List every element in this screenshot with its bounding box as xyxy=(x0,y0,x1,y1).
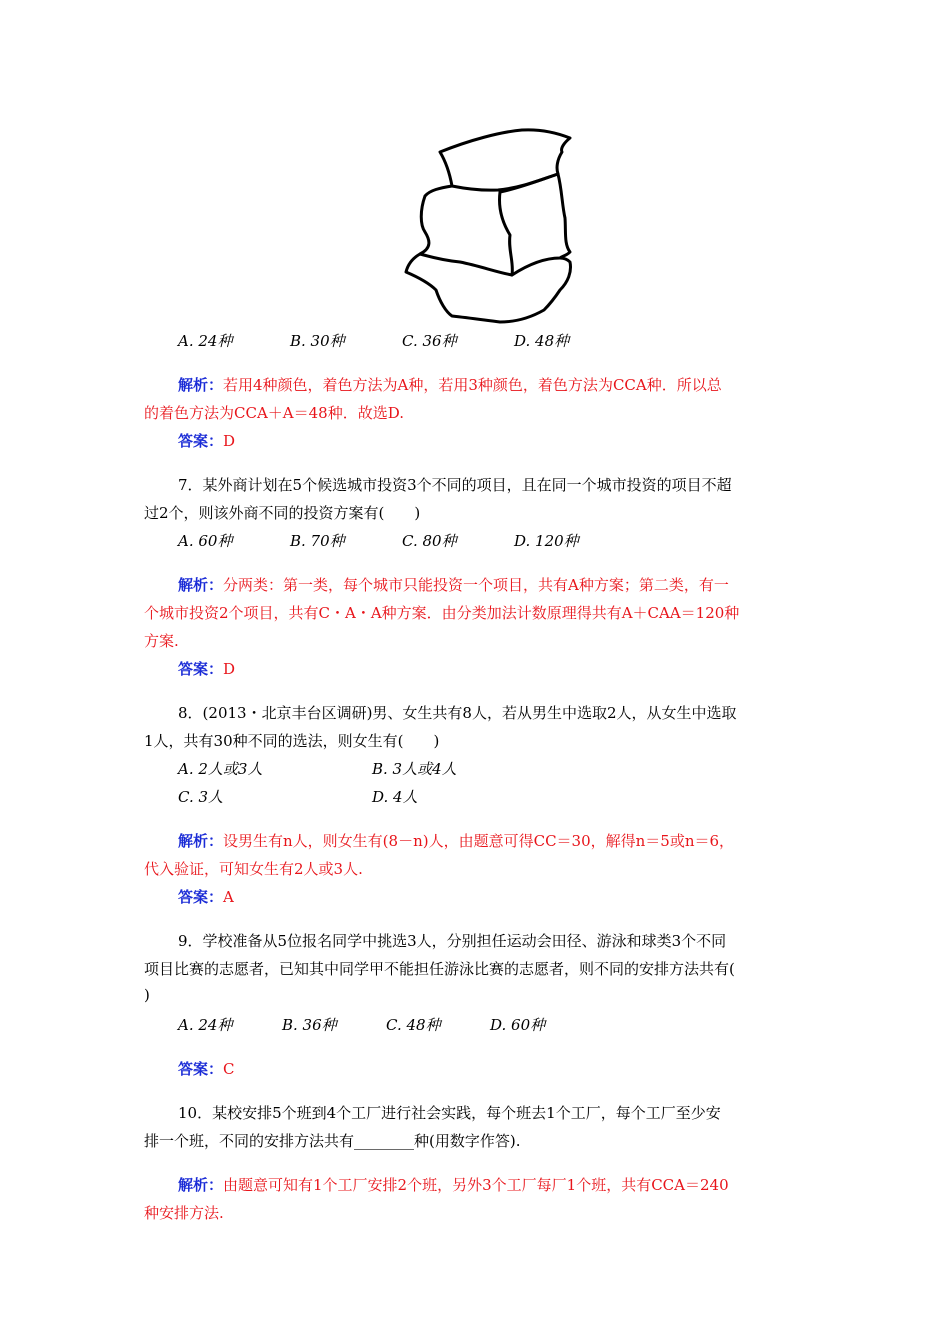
answer-7: 答案：D xyxy=(178,660,236,678)
solution-10-line2: 种安排方法. xyxy=(144,1204,224,1222)
q8-option-b: B. 3人或4人 xyxy=(372,760,457,778)
option-d: D. 48种 xyxy=(514,332,570,350)
q8-option-c: C. 3人 xyxy=(178,788,224,806)
q7-option-c: C. 80种 xyxy=(402,532,457,550)
q7-option-d: D. 120种 xyxy=(514,532,579,550)
solution-7-line1: 解析：分两类：第一类，每个城市只能投资一个项目，共有A种方案；第二类，有一 xyxy=(178,576,729,594)
option-b: B. 30种 xyxy=(290,332,345,350)
map-region-top xyxy=(440,130,570,190)
solution-8-line1: 解析：设男生有n人，则女生有(8－n)人，由题意可得CC＝30，解得n＝5或n＝6， xyxy=(178,832,735,850)
solution-10-line1: 解析：由题意可知有1个工厂安排2个班，另外3个工厂每厂1个班，共有CCA＝240 xyxy=(178,1176,729,1194)
answer-6: 答案：D xyxy=(178,432,236,450)
question-9-line3: ) xyxy=(144,986,150,1004)
question-10-line1: 10．某校安排5个班到4个工厂进行社会实践，每个班去1个工厂，每个工厂至少安 xyxy=(178,1104,721,1122)
q8-option-a: A. 2人或3人 xyxy=(178,760,263,778)
question-7-line1: 7．某外商计划在5个候选城市投资3个不同的项目，且在同一个城市投资的项目不超 xyxy=(178,476,732,494)
q9-option-c: C. 48种 xyxy=(386,1016,441,1034)
q9-option-a: A. 24种 xyxy=(178,1016,233,1034)
map-region-left xyxy=(420,186,512,275)
question-8-line1: 8．(2013・北京丰台区调研)男、女生共有8人，若从男生中选取2人，从女生中选取 xyxy=(178,704,737,722)
answer-9: 答案：C xyxy=(178,1060,235,1078)
q9-option-d: D. 60种 xyxy=(490,1016,546,1034)
solution-7-line3: 方案. xyxy=(144,632,179,650)
question-8-line2: 1人，共有30种不同的选法，则女生有( ) xyxy=(144,732,440,750)
solution-6-line1: 解析：若用4种颜色，着色方法为A种，若用3种颜色，着色方法为CCA种．所以总 xyxy=(178,376,722,394)
q9-option-b: B. 36种 xyxy=(282,1016,337,1034)
solution-7-line2: 个城市投资2个项目，共有C・A・A种方案．由分类加法计数原理得共有A＋CAA＝120种 xyxy=(144,604,740,622)
q7-option-b: B. 70种 xyxy=(290,532,345,550)
map-region-bottom xyxy=(406,254,571,322)
map-figure xyxy=(0,0,950,340)
question-9-line1: 9．学校准备从5位报名同学中挑选3人，分别担任运动会田径、游泳和球类3个不同 xyxy=(178,932,727,950)
answer-8: 答案：A xyxy=(178,888,234,906)
q7-option-a: A. 60种 xyxy=(178,532,233,550)
option-c: C. 36种 xyxy=(402,332,457,350)
option-a: A. 24种 xyxy=(178,332,233,350)
solution-8-line2: 代入验证，可知女生有2人或3人. xyxy=(144,860,363,878)
question-9-line2: 项目比赛的志愿者，已知其中同学甲不能担任游泳比赛的志愿者，则不同的安排方法共有( xyxy=(144,960,735,978)
q8-option-d: D. 4人 xyxy=(372,788,418,806)
question-7-line2: 过2个，则该外商不同的投资方案有( ) xyxy=(144,504,421,522)
question-10-line2: 排一个班，不同的安排方法共有________种(用数字作答). xyxy=(144,1132,521,1150)
solution-6-line2: 的着色方法为CCA＋A＝48种．故选D. xyxy=(144,404,404,422)
